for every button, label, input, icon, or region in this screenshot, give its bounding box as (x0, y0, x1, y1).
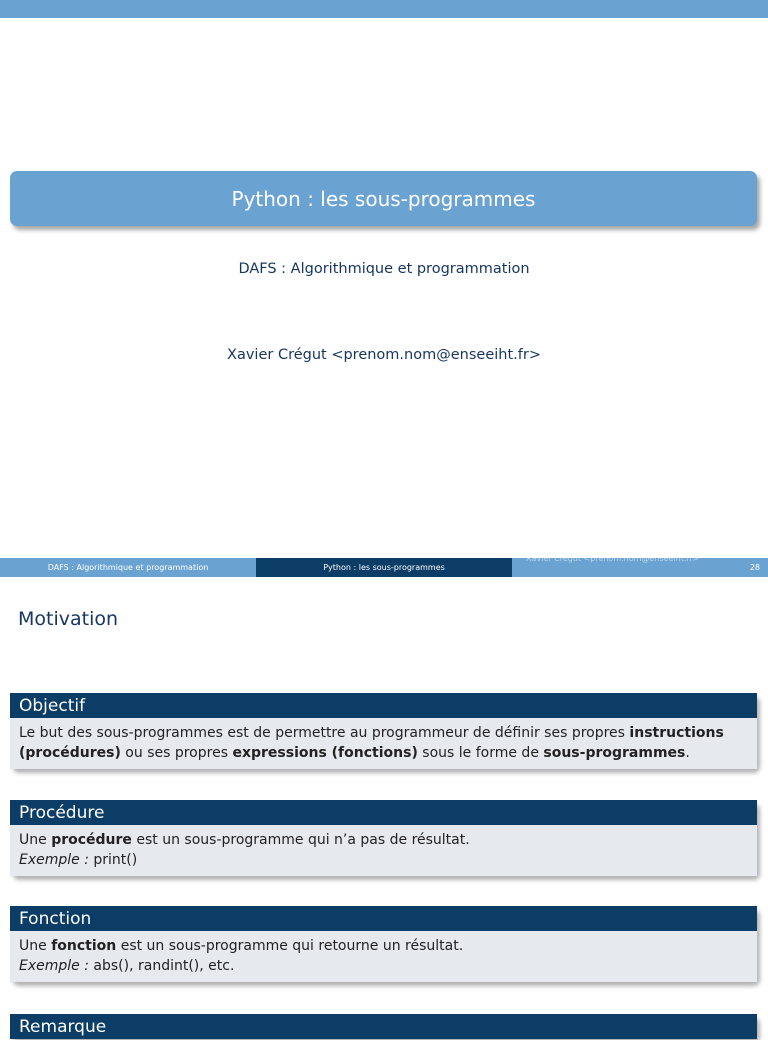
footer-right (512, 554, 768, 577)
block-fonction (10, 906, 757, 982)
bold-term: procédure (51, 832, 132, 848)
block-title-objectif: Objectif (10, 693, 757, 718)
text-segment: Le but des sous-programmes est de permettre au programmeur de définir ses propres (19, 725, 630, 741)
block-body-procedure (10, 825, 757, 876)
motivation-slide (0, 577, 768, 1037)
footer-course: DAFS : Algorithmique et programmation (0, 558, 256, 577)
block-procedure (10, 800, 757, 876)
text-segment: est un sous-programme qui n’a pas de résultat. (131, 832, 470, 848)
block-body-fonction (10, 931, 757, 982)
course-subtitle: DAFS : Algorithmique et programmation (238, 261, 530, 277)
footer-title: Python : les sous-programmes (256, 558, 512, 577)
presentation-title-box (10, 171, 757, 226)
bold-term: expressions (fonctions) (232, 745, 418, 761)
example-value: abs(), randint(), etc. (88, 958, 235, 974)
text-segment: Une (19, 832, 52, 848)
block-title-fonction: Fonction (10, 906, 757, 931)
footer-author: Xavier Crégut <prenom.nom@enseeiht.fr> (526, 554, 700, 563)
text-segment: Une (19, 938, 52, 954)
block-remarque (10, 1014, 757, 1039)
block-objectif (10, 693, 757, 769)
text-segment: est un sous-programme qui retourne un résultat. (116, 938, 464, 954)
footline (0, 554, 768, 577)
example-label: Exemple : (19, 852, 89, 868)
bold-term: sous-programmes (543, 745, 686, 761)
frame-title: Motivation (18, 608, 119, 630)
bold-term: instructions (procédures) (19, 725, 724, 761)
bold-term: fonction (51, 938, 117, 954)
presentation-title: Python : les sous-programmes (231, 186, 536, 211)
text-segment: sous le forme de (417, 745, 544, 761)
block-title-procedure: Procédure (10, 800, 757, 825)
text-segment: ou ses propres (120, 745, 233, 761)
author-line: Xavier Crégut <prenom.nom@enseeiht.fr> (227, 347, 541, 363)
text-segment: . (685, 745, 690, 761)
block-body-objectif (10, 718, 757, 769)
example-label: Exemple : (19, 958, 89, 974)
header-band (0, 0, 768, 18)
example-value: print() (88, 852, 138, 868)
block-title-remarque: Remarque (10, 1014, 757, 1039)
footer-page-number: 28 (749, 563, 760, 572)
